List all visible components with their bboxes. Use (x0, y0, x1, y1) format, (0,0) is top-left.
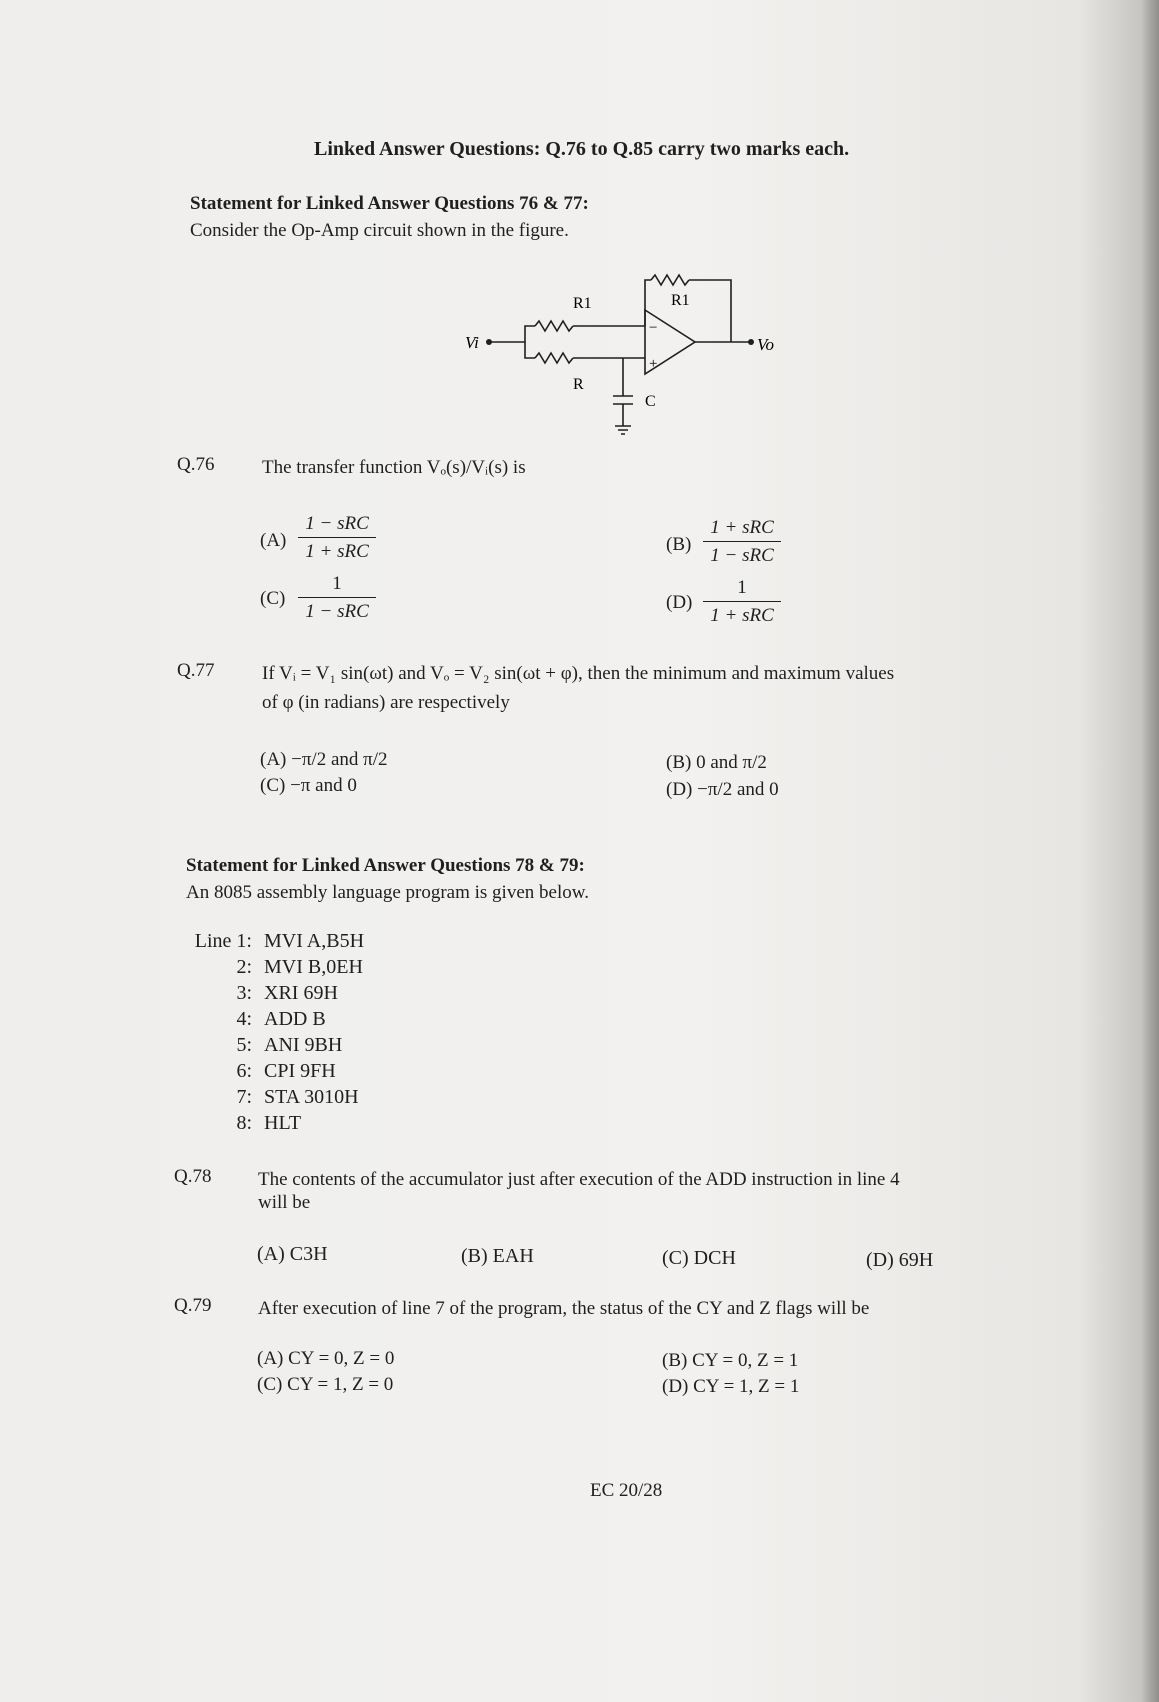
q76-option-b-fraction (703, 517, 781, 567)
q77-option-a: (A) −π/2 and π/2 (260, 749, 388, 770)
instruction: ANI 9BH (264, 1034, 343, 1056)
label-vo: Vo (757, 335, 774, 354)
instruction: MVI A,B5H (264, 930, 365, 952)
q79-number: Q.79 (174, 1295, 212, 1316)
q76-option-c-fraction (298, 573, 376, 623)
program-line (176, 930, 364, 953)
instruction: MVI B,0EH (264, 956, 363, 978)
resistor-r (535, 353, 573, 363)
q76-option-b-numerator: 1 + sRC (703, 517, 781, 542)
q77-number: Q.77 (177, 660, 215, 681)
statement-heading-76-77: Statement for Linked Answer Questions 76 & 77: (190, 193, 589, 214)
program-line (176, 1060, 336, 1083)
label-c: C (645, 393, 656, 410)
q76-option-a-fraction (298, 513, 376, 563)
program-line (176, 1112, 301, 1135)
q77-line1: If Vᵢ = V₁ sin(ωt) and Vₒ = V₂ sin(ωt + φ), then the minimum and maximum values (262, 663, 895, 684)
q77-line2: of φ (in radians) are respectively (262, 692, 510, 713)
q76-option-d-denominator: 1 + sRC (710, 605, 774, 626)
q76-text: The transfer function Vₒ(s)/Vᵢ(s) is (262, 457, 526, 478)
q77-option-d: (D) −π/2 and 0 (666, 779, 779, 800)
q78-option-c: (C) DCH (662, 1247, 736, 1269)
q76-option-a-numerator: 1 − sRC (298, 513, 376, 538)
label-vi: Vi (465, 333, 479, 352)
q76-option-a-denominator: 1 + sRC (305, 541, 369, 562)
q78-option-b: (B) EAH (461, 1245, 534, 1267)
label-r1-input: R1 (573, 295, 592, 312)
q76-option-d-fraction (703, 577, 781, 627)
statement-text-76-77: Consider the Op-Amp circuit shown in the figure. (190, 220, 569, 241)
q77-option-c: (C) −π and 0 (260, 775, 357, 796)
ground-symbol (615, 426, 631, 434)
instruction: CPI 9FH (264, 1060, 336, 1082)
q78-option-d: (D) 69H (866, 1249, 934, 1271)
instruction: XRI 69H (264, 982, 338, 1004)
q76-option-d-label: (D) (666, 592, 693, 613)
statement-text-78-79: An 8085 assembly language program is given below. (186, 882, 589, 903)
line-number: 4: (236, 1008, 252, 1030)
wire-to-r (525, 342, 535, 358)
op-amp-circuit-diagram (455, 268, 795, 453)
program-line (176, 1008, 326, 1031)
page-footer: EC 20/28 (590, 1480, 663, 1501)
q79-option-a: (A) CY = 0, Z = 0 (257, 1348, 395, 1369)
statement-heading-78-79: Statement for Linked Answer Questions 78 & 79: (186, 855, 585, 876)
q78-line2: will be (258, 1192, 311, 1213)
q79-option-d: (D) CY = 1, Z = 1 (662, 1376, 800, 1397)
vi-input-wire (489, 326, 535, 342)
q76-option-b-label: (B) (666, 534, 692, 555)
instruction: STA 3010H (264, 1086, 359, 1108)
line-number: 8: (236, 1112, 252, 1134)
q77-option-b: (B) 0 and π/2 (666, 752, 767, 773)
line-number: 3: (236, 982, 252, 1004)
label-plus: + (649, 356, 658, 372)
label-r1-feedback: R1 (671, 292, 690, 309)
q76-option-a-label: (A) (260, 530, 287, 551)
q79-option-b: (B) CY = 0, Z = 1 (662, 1350, 799, 1371)
q76-option-b-denominator: 1 − sRC (710, 545, 774, 566)
q78-line1: The contents of the accumulator just after execution of the ADD instruction in line 4 (258, 1169, 900, 1190)
program-line (176, 1034, 342, 1057)
q76-option-c-numerator: 1 (298, 573, 376, 598)
instruction: ADD B (264, 1008, 326, 1030)
line-number: 7: (236, 1086, 252, 1108)
program-line (176, 956, 363, 979)
program-line (176, 982, 338, 1005)
program-line (176, 1086, 359, 1109)
vi-terminal (486, 339, 492, 345)
line-number: 5: (236, 1034, 252, 1056)
resistor-r1-feedback (651, 275, 689, 285)
q79-option-c: (C) CY = 1, Z = 0 (257, 1374, 394, 1395)
q78-number: Q.78 (174, 1166, 212, 1187)
instruction: HLT (264, 1112, 302, 1134)
q76-option-c-label: (C) (260, 588, 286, 609)
q78-option-a: (A) C3H (257, 1243, 328, 1265)
q76-option-c-denominator: 1 − sRC (305, 601, 369, 622)
section-title: Linked Answer Questions: Q.76 to Q.85 carry two marks each. (314, 138, 850, 160)
label-r: R (573, 376, 584, 393)
page-edge-shadow (1141, 0, 1159, 1702)
line-number: Line 1: (194, 930, 252, 952)
q76-option-d-numerator: 1 (703, 577, 781, 602)
label-minus: − (649, 320, 658, 336)
resistor-r1-input (535, 321, 573, 331)
feedback-wire-right (689, 280, 731, 342)
vo-terminal (748, 339, 754, 345)
q79-text: After execution of line 7 of the program, the status of the CY and Z flags will be (258, 1298, 870, 1319)
line-number: 2: (236, 956, 252, 978)
q76-number: Q.76 (177, 454, 215, 475)
line-number: 6: (236, 1060, 252, 1082)
